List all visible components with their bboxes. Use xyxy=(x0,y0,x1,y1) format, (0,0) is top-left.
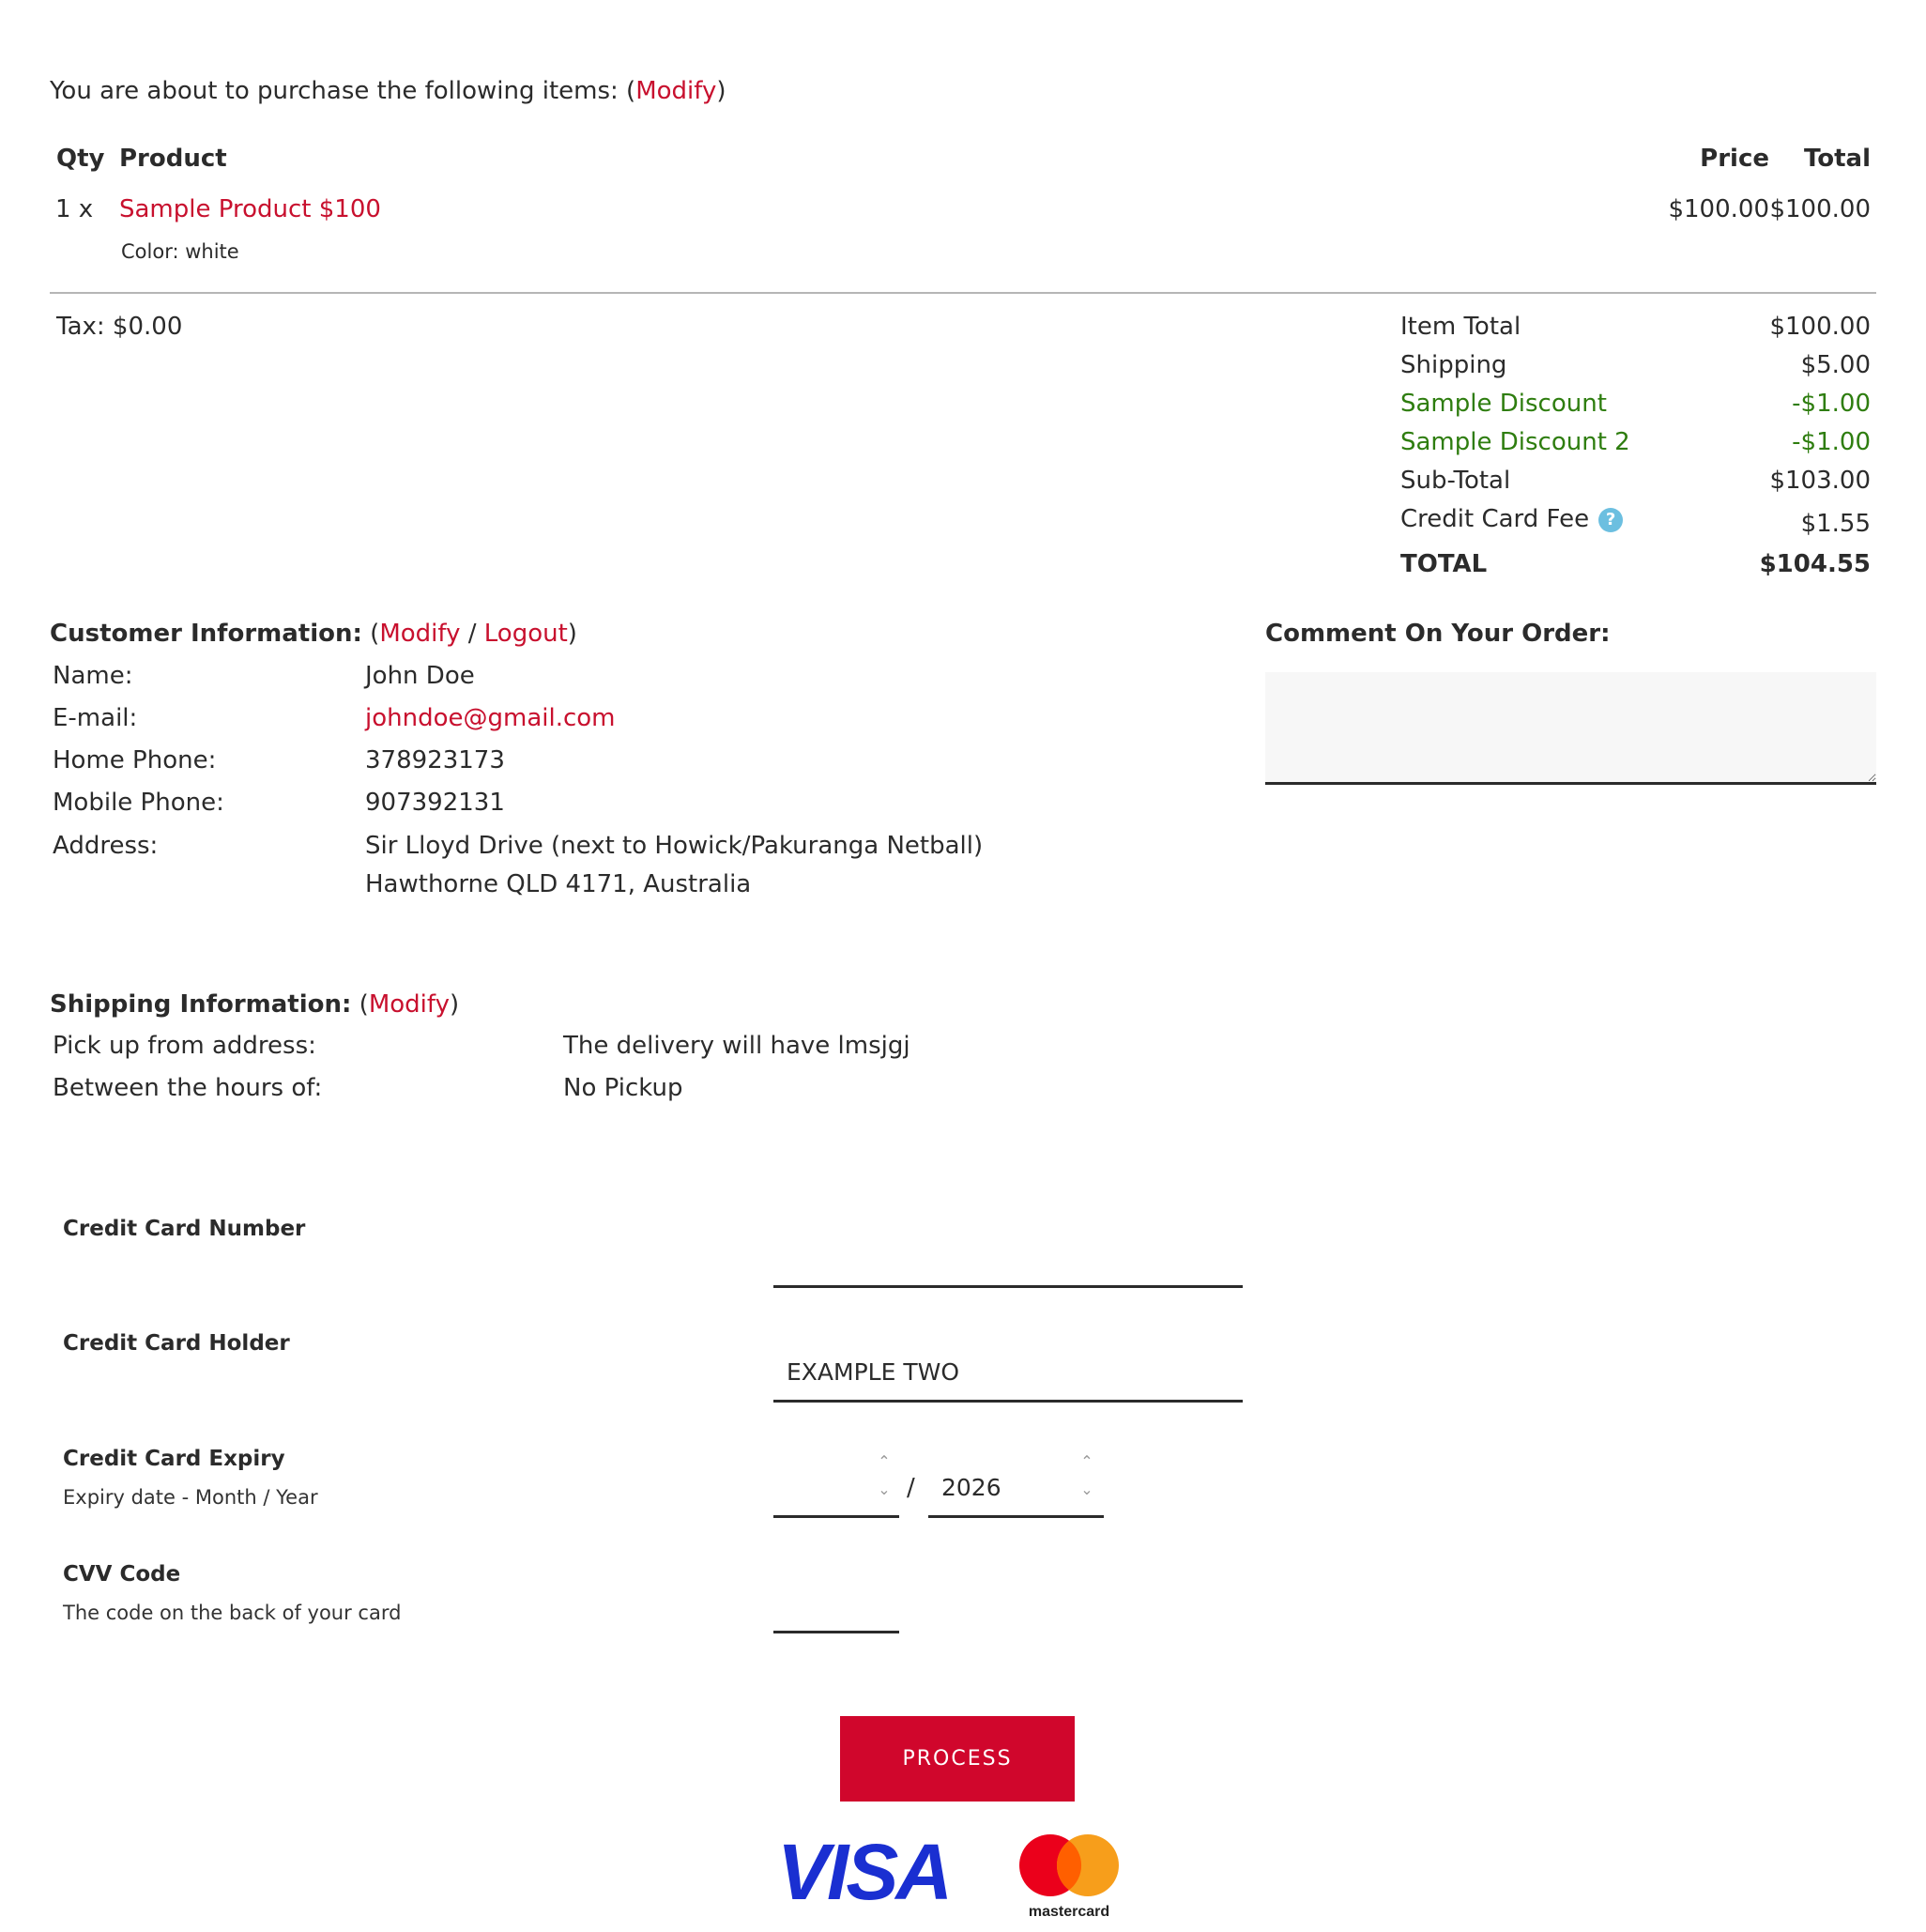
chevron-up-icon[interactable]: ⌃ xyxy=(878,1452,891,1470)
shipping-label: Shipping xyxy=(1400,351,1507,379)
shipping-value: $5.00 xyxy=(1800,351,1871,379)
customer-info-title: Customer Information: xyxy=(50,620,362,648)
expiry-separator: / xyxy=(907,1474,915,1502)
mastercard-wordmark: mastercard xyxy=(1028,1904,1110,1920)
cc-fee-row xyxy=(1400,505,1623,533)
shipping-open: ( xyxy=(359,990,369,1019)
discount-2-value: -$1.00 xyxy=(1792,428,1871,456)
item-total: $100.00 xyxy=(1769,195,1871,223)
cc-fee-value: $1.55 xyxy=(1800,510,1871,538)
visa-wordmark: VISA xyxy=(776,1835,951,1910)
customer-info-heading xyxy=(50,620,577,648)
visa-logo xyxy=(772,1835,955,1910)
home-phone-value: 378923173 xyxy=(365,746,505,774)
mastercard-logo xyxy=(1016,1831,1124,1921)
item-total-value: $100.00 xyxy=(1769,313,1871,341)
hours-value: No Pickup xyxy=(563,1074,683,1102)
name-label: Name: xyxy=(53,662,133,690)
help-icon[interactable]: ? xyxy=(1598,508,1623,532)
item-price: $100.00 xyxy=(1668,195,1769,223)
total-label: TOTAL xyxy=(1400,550,1488,578)
cvv-label: CVV Code xyxy=(63,1562,181,1587)
address-line-2: Hawthorne QLD 4171, Australia xyxy=(365,870,752,898)
cc-number-input[interactable] xyxy=(773,1230,1243,1288)
header-price: Price xyxy=(1700,145,1769,173)
customer-sep: / xyxy=(460,620,484,648)
intro-text: You are about to purchase the following items: ( xyxy=(50,77,636,105)
comment-title: Comment On Your Order: xyxy=(1265,620,1611,648)
cc-number-label: Credit Card Number xyxy=(63,1217,306,1241)
cvv-sub: The code on the back of your card xyxy=(63,1602,402,1624)
divider xyxy=(50,292,1876,294)
modify-cart-link[interactable]: Modify xyxy=(635,77,717,105)
modify-shipping-link[interactable]: Modify xyxy=(368,990,450,1019)
item-total-label: Item Total xyxy=(1400,313,1521,341)
header-qty: Qty xyxy=(56,145,105,173)
total-value: $104.55 xyxy=(1759,550,1871,578)
cvv-input[interactable] xyxy=(773,1575,899,1633)
email-link[interactable]: johndoe@gmail.com xyxy=(365,704,616,732)
comment-textarea[interactable] xyxy=(1265,672,1876,785)
chevron-up-icon[interactable]: ⌃ xyxy=(1080,1452,1093,1470)
intro-close: ) xyxy=(716,77,726,105)
home-phone-label: Home Phone: xyxy=(53,746,217,774)
discount-1-value: -$1.00 xyxy=(1792,390,1871,418)
name-value: John Doe xyxy=(365,662,475,690)
intro-line xyxy=(50,77,726,105)
subtotal-value: $103.00 xyxy=(1769,467,1871,495)
month-spinner[interactable] xyxy=(873,1448,895,1504)
mobile-phone-value: 907392131 xyxy=(365,789,505,817)
cc-fee-label: Credit Card Fee xyxy=(1400,505,1590,533)
mobile-phone-label: Mobile Phone: xyxy=(53,789,224,817)
process-button[interactable]: PROCESS xyxy=(840,1716,1075,1802)
chevron-down-icon[interactable]: ⌄ xyxy=(1080,1480,1093,1498)
cc-expiry-label: Credit Card Expiry xyxy=(63,1447,285,1471)
email-label: E-mail: xyxy=(53,704,138,732)
cc-holder-label: Credit Card Holder xyxy=(63,1331,290,1356)
header-product: Product xyxy=(119,145,227,173)
item-qty: 1 x xyxy=(55,195,94,223)
product-link[interactable]: Sample Product $100 xyxy=(119,195,381,223)
customer-open: ( xyxy=(370,620,380,648)
tax-line: Tax: $0.00 xyxy=(56,313,183,341)
chevron-down-icon[interactable]: ⌄ xyxy=(878,1480,891,1498)
product-option: Color: white xyxy=(121,240,239,263)
shipping-info-heading xyxy=(50,990,459,1019)
customer-close: ) xyxy=(567,620,577,648)
modify-customer-link[interactable]: Modify xyxy=(379,620,461,648)
shipping-info-title: Shipping Information: xyxy=(50,990,352,1019)
pickup-label: Pick up from address: xyxy=(53,1032,316,1060)
header-total: Total xyxy=(1803,145,1871,173)
cc-holder-input[interactable] xyxy=(773,1344,1243,1403)
cc-expiry-sub: Expiry date - Month / Year xyxy=(63,1486,318,1509)
subtotal-label: Sub-Total xyxy=(1400,467,1511,495)
pickup-value: The delivery will have lmsjgj xyxy=(563,1032,910,1060)
shipping-close: ) xyxy=(449,990,460,1019)
discount-1-label: Sample Discount xyxy=(1400,390,1607,418)
discount-2-label: Sample Discount 2 xyxy=(1400,428,1630,456)
address-line-1: Sir Lloyd Drive (next to Howick/Pakuranga Netball) xyxy=(365,832,984,860)
hours-label: Between the hours of: xyxy=(53,1074,323,1102)
year-spinner[interactable] xyxy=(1076,1448,1098,1504)
address-label: Address: xyxy=(53,832,159,860)
logout-link[interactable]: Logout xyxy=(483,620,568,648)
